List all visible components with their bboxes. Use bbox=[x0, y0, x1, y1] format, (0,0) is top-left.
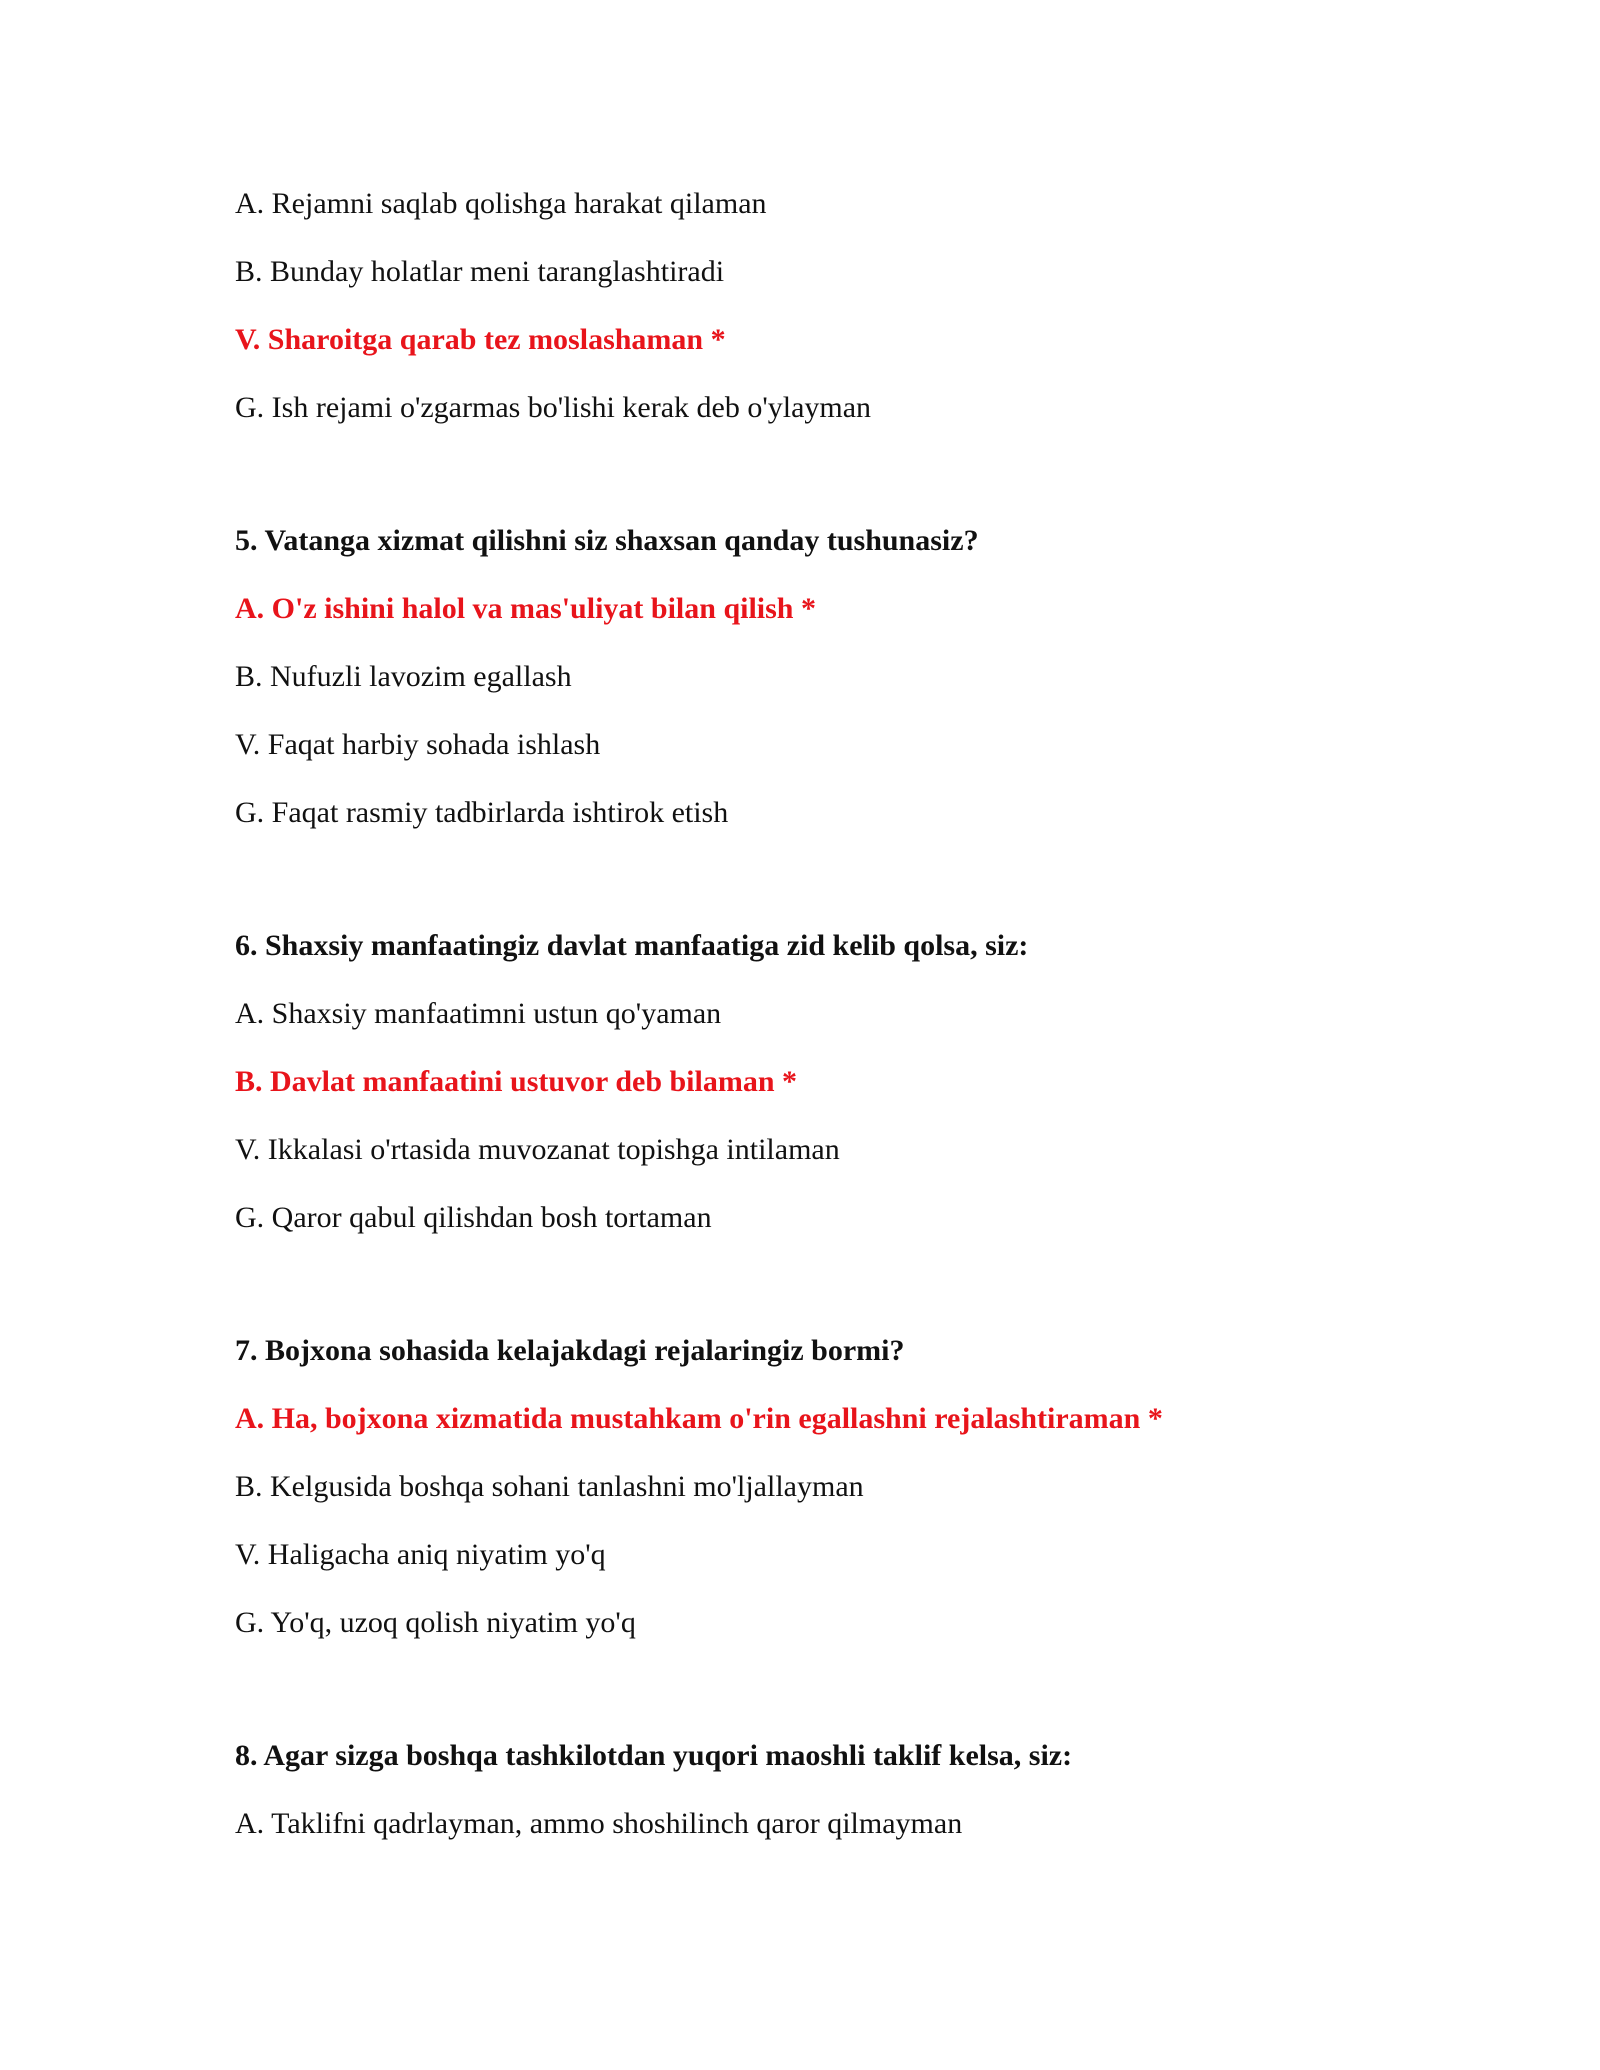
answer-option-correct: B. Davlat manfaatini ustuvor deb bilaman * bbox=[235, 1065, 798, 1098]
answer-option: A. Shaxsiy manfaatimni ustun qo'yaman bbox=[235, 997, 722, 1030]
question-block-7 bbox=[235, 1333, 1435, 1641]
question-text: 7. Bojxona sohasida kelajakdagi rejalaringiz bormi? bbox=[235, 1334, 905, 1367]
answer-option: B. Nufuzli lavozim egallash bbox=[235, 660, 572, 693]
answer-option: G. Ish rejami o'zgarmas bo'lishi kerak deb o'ylayman bbox=[235, 391, 872, 424]
document-page bbox=[235, 186, 1435, 1874]
block-gap bbox=[235, 458, 1435, 523]
answer-option-correct: V. Sharoitga qarab tez moslashaman * bbox=[235, 323, 726, 356]
question-block-8 bbox=[235, 1738, 1435, 1842]
answer-option: A. Rejamni saqlab qolishga harakat qilaman bbox=[235, 187, 767, 220]
question-block-5 bbox=[235, 523, 1435, 831]
answer-option-correct: A. Ha, bojxona xizmatida mustahkam o'rin egallashni rejalashtiraman * bbox=[235, 1402, 1163, 1435]
answer-option-correct: A. O'z ishini halol va mas'uliyat bilan qilish * bbox=[235, 592, 816, 625]
block-gap bbox=[235, 863, 1435, 928]
answer-option: V. Haligacha aniq niyatim yo'q bbox=[235, 1538, 606, 1571]
answer-option: B. Bunday holatlar meni taranglashtiradi bbox=[235, 255, 725, 288]
answer-option: G. Yo'q, uzoq qolish niyatim yo'q bbox=[235, 1606, 636, 1639]
question-text: 6. Shaxsiy manfaatingiz davlat manfaatiga zid kelib qolsa, siz: bbox=[235, 929, 1029, 962]
block-gap bbox=[235, 1268, 1435, 1333]
answer-option: A. Taklifni qadrlayman, ammo shoshilinch qaror qilmayman bbox=[235, 1807, 963, 1840]
answer-option: B. Kelgusida boshqa sohani tanlashni mo'ljallayman bbox=[235, 1470, 864, 1503]
answer-option: V. Faqat harbiy sohada ishlash bbox=[235, 728, 601, 761]
question-text: 5. Vatanga xizmat qilishni siz shaxsan qanday tushunasiz? bbox=[235, 524, 979, 557]
answer-option: G. Faqat rasmiy tadbirlarda ishtirok etish bbox=[235, 796, 729, 829]
answer-option: G. Qaror qabul qilishdan bosh tortaman bbox=[235, 1201, 712, 1234]
question-text: 8. Agar sizga boshqa tashkilotdan yuqori maoshli taklif kelsa, siz: bbox=[235, 1739, 1073, 1772]
question-block-4-continued bbox=[235, 186, 1435, 426]
answer-option: V. Ikkalasi o'rtasida muvozanat topishga intilaman bbox=[235, 1133, 840, 1166]
question-block-6 bbox=[235, 928, 1435, 1236]
block-gap bbox=[235, 1673, 1435, 1738]
